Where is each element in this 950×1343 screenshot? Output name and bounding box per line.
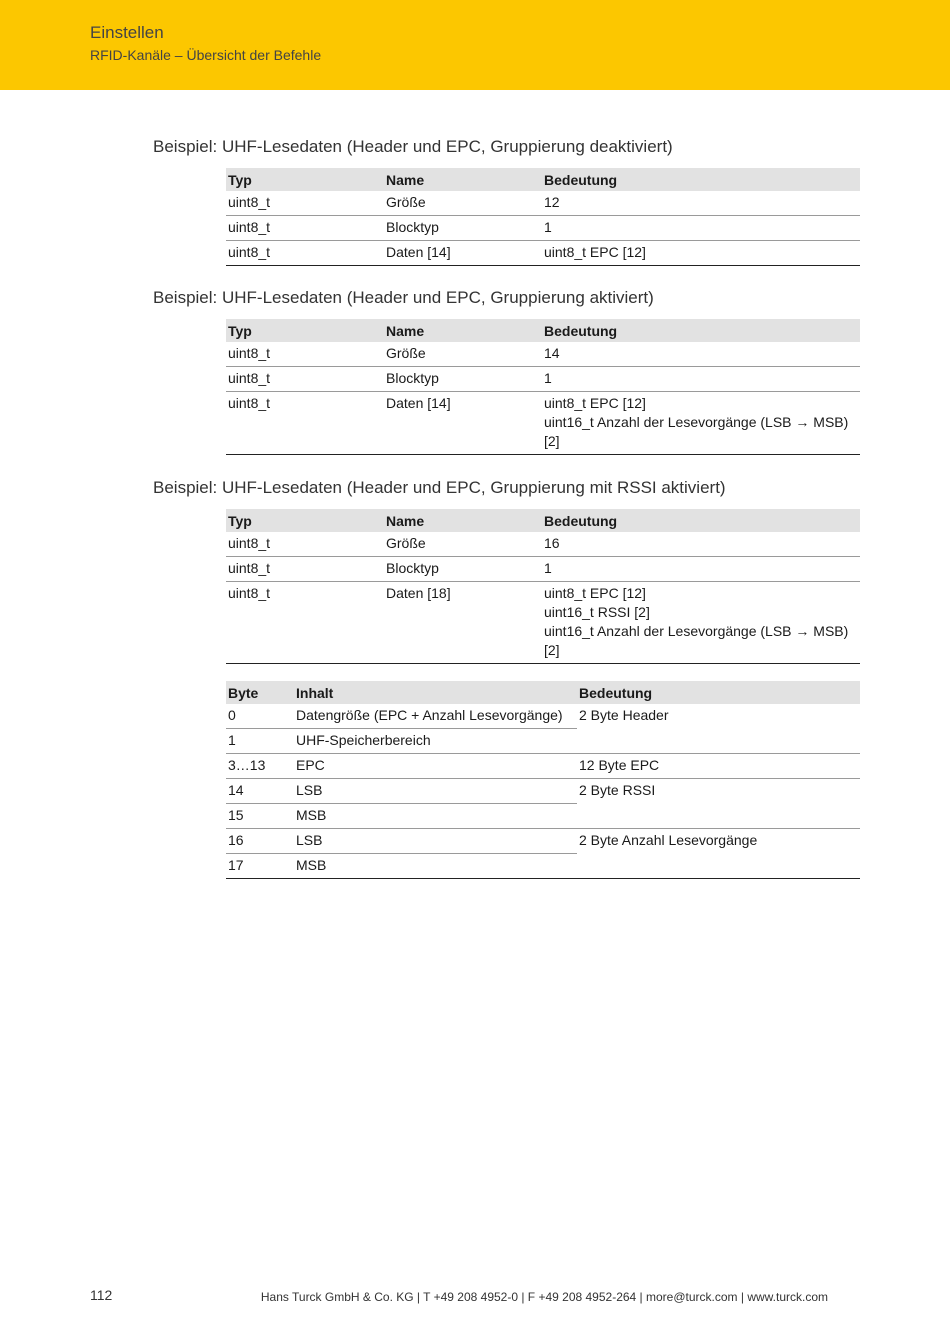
cell-name: Daten [14] — [384, 392, 542, 455]
cell-bedeutung: 16 — [542, 532, 860, 557]
column-header: Bedeutung — [542, 168, 860, 191]
table-row — [226, 557, 860, 582]
column-header: Typ — [226, 319, 384, 342]
cell-inhalt: LSB — [294, 829, 577, 854]
table-row — [226, 367, 860, 392]
column-header: Name — [384, 319, 542, 342]
table-row — [226, 216, 860, 241]
table-row — [226, 779, 860, 804]
table-header-row — [226, 509, 860, 532]
column-header: Byte — [226, 681, 294, 704]
cell-byte: 15 — [226, 804, 294, 829]
cell-bedeutung: 2 Byte Anzahl Lesevorgänge — [577, 829, 860, 879]
cell-byte: 1 — [226, 729, 294, 754]
cell-bedeutung: uint8_t EPC [12] uint16_t Anzahl der Lesevorgänge (LSB → MSB) [2] — [542, 392, 860, 455]
cell-name: Blocktyp — [384, 557, 542, 582]
cell-inhalt: MSB — [294, 804, 577, 829]
column-header: Bedeutung — [542, 319, 860, 342]
table-row — [226, 582, 860, 664]
chapter-title: Einstellen — [90, 23, 164, 42]
chapter-subtitle: RFID-Kanäle – Übersicht der Befehle — [90, 47, 322, 63]
table-row — [226, 704, 860, 729]
table-header-row — [226, 681, 860, 704]
cell-typ: uint8_t — [226, 216, 384, 241]
cell-bedeutung: 14 — [542, 342, 860, 367]
cell-name: Größe — [384, 342, 542, 367]
cell-name: Daten [14] — [384, 241, 542, 266]
cell-name: Blocktyp — [384, 216, 542, 241]
cell-bedeutung: 1 — [542, 557, 860, 582]
cell-typ: uint8_t — [226, 557, 384, 582]
cell-name: Blocktyp — [384, 367, 542, 392]
cell-typ: uint8_t — [226, 367, 384, 392]
cell-typ: uint8_t — [226, 532, 384, 557]
cell-inhalt: Datengröße (EPC + Anzahl Lesevorgänge) — [294, 704, 577, 729]
cell-byte: 3…13 — [226, 754, 294, 779]
cell-typ: uint8_t — [226, 342, 384, 367]
cell-name: Daten [18] — [384, 582, 542, 664]
cell-typ: uint8_t — [226, 582, 384, 664]
cell-byte: 14 — [226, 779, 294, 804]
cell-bedeutung: 12 Byte EPC — [577, 754, 860, 779]
data-table — [226, 168, 860, 266]
cell-inhalt: EPC — [294, 754, 577, 779]
table-row — [226, 342, 860, 367]
cell-typ: uint8_t — [226, 392, 384, 455]
table-header-row — [226, 168, 860, 191]
cell-name: Größe — [384, 191, 542, 216]
section-heading: Beispiel: UHF-Lesedaten (Header und EPC, Gruppierung deaktiviert) — [153, 137, 673, 156]
cell-inhalt: LSB — [294, 779, 577, 804]
cell-byte: 16 — [226, 829, 294, 854]
cell-name: Größe — [384, 532, 542, 557]
byte-table — [226, 681, 860, 879]
footer-company-info: Hans Turck GmbH & Co. KG | T +49 208 4952-0 | F +49 208 4952-264 | more@turck.com | www.turck.com — [260, 1290, 828, 1304]
cell-bedeutung: uint8_t EPC [12] uint16_t RSSI [2] uint16_t Anzahl der Lesevorgänge (LSB → MSB) [2] — [542, 582, 860, 664]
cell-inhalt: UHF-Speicherbereich — [294, 729, 577, 754]
column-header: Name — [384, 509, 542, 532]
cell-bedeutung: uint8_t EPC [12] — [542, 241, 860, 266]
cell-typ: uint8_t — [226, 241, 384, 266]
column-header: Bedeutung — [542, 509, 860, 532]
header-band — [0, 0, 950, 90]
section-heading: Beispiel: UHF-Lesedaten (Header und EPC, Gruppierung aktiviert) — [153, 288, 654, 307]
cell-typ: uint8_t — [226, 191, 384, 216]
cell-bedeutung: 2 Byte RSSI — [577, 779, 860, 829]
data-table — [226, 509, 860, 664]
table-row — [226, 191, 860, 216]
cell-bedeutung: 1 — [542, 367, 860, 392]
cell-bedeutung: 12 — [542, 191, 860, 216]
column-header: Typ — [226, 168, 384, 191]
table-row — [226, 754, 860, 779]
table-header-row — [226, 319, 860, 342]
cell-inhalt: MSB — [294, 854, 577, 879]
cell-bedeutung: 2 Byte Header — [577, 704, 860, 754]
table-row — [226, 532, 860, 557]
column-header: Name — [384, 168, 542, 191]
cell-bedeutung: 1 — [542, 216, 860, 241]
section-heading: Beispiel: UHF-Lesedaten (Header und EPC, Gruppierung mit RSSI aktiviert) — [153, 478, 726, 497]
table-row — [226, 829, 860, 854]
column-header: Typ — [226, 509, 384, 532]
column-header: Bedeutung — [577, 681, 860, 704]
table-row — [226, 392, 860, 455]
cell-byte: 17 — [226, 854, 294, 879]
table-row — [226, 241, 860, 266]
page-number: 112 — [90, 1287, 113, 1303]
column-header: Inhalt — [294, 681, 577, 704]
cell-byte: 0 — [226, 704, 294, 729]
data-table — [226, 319, 860, 455]
